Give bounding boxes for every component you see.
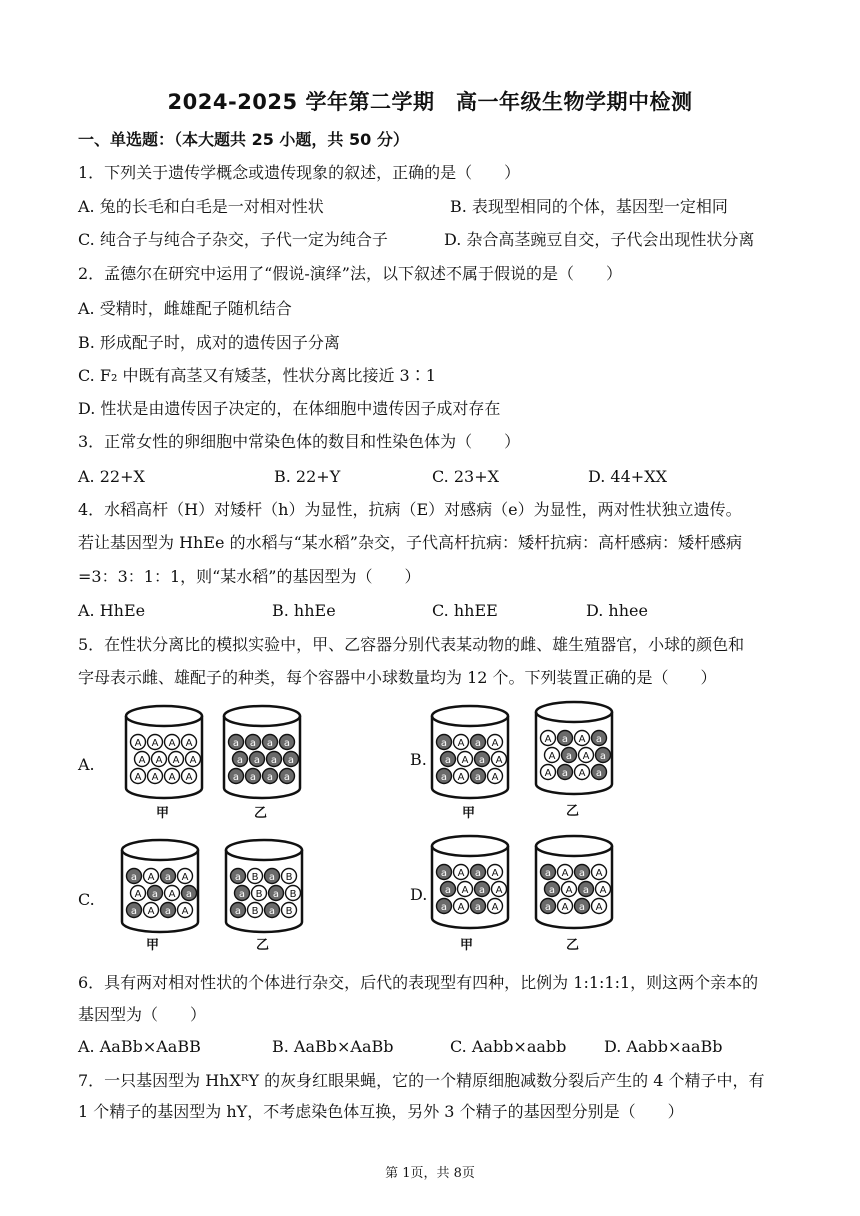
question-3-option-a: A. 22+X bbox=[78, 467, 145, 486]
svg-text:a: a bbox=[234, 872, 242, 883]
gamete-ball bbox=[131, 886, 146, 901]
svg-text:a: a bbox=[444, 885, 452, 896]
gamete-ball bbox=[263, 735, 278, 750]
question-4-option-a: A. HhEe bbox=[78, 601, 146, 620]
svg-text:a: a bbox=[595, 734, 603, 745]
gamete-ball bbox=[135, 752, 150, 767]
gamete-ball bbox=[575, 865, 590, 880]
gamete-ball bbox=[246, 769, 261, 784]
svg-text:a: a bbox=[253, 755, 261, 766]
svg-text:A: A bbox=[155, 755, 163, 766]
gamete-ball bbox=[492, 882, 507, 897]
svg-text:a: a bbox=[234, 906, 242, 917]
svg-text:a: a bbox=[440, 772, 448, 783]
question-3-option-d: D. 44+XX bbox=[588, 467, 667, 486]
gamete-ball bbox=[280, 769, 295, 784]
gamete-ball bbox=[127, 869, 142, 884]
svg-text:a: a bbox=[578, 868, 586, 879]
svg-text:A: A bbox=[491, 738, 499, 749]
gamete-ball bbox=[263, 769, 278, 784]
svg-text:A: A bbox=[595, 868, 603, 879]
gamete-ball bbox=[246, 735, 261, 750]
gamete-ball bbox=[596, 882, 611, 897]
cylinder-rim bbox=[126, 706, 202, 726]
cylinder-rim bbox=[224, 706, 300, 726]
svg-text:B: B bbox=[251, 872, 259, 883]
gamete-ball bbox=[144, 869, 159, 884]
svg-text:A: A bbox=[491, 772, 499, 783]
question-2-option-b: B. 形成配子时，成对的遗传因子分离 bbox=[78, 333, 340, 352]
gamete-ball bbox=[269, 886, 284, 901]
svg-text:a: a bbox=[232, 738, 240, 749]
gamete-ball bbox=[488, 865, 503, 880]
question-2-option-a: A. 受精时，雌雄配子随机结合 bbox=[78, 299, 292, 318]
gamete-ball bbox=[250, 752, 265, 767]
container-a-jia bbox=[122, 702, 206, 802]
gamete-ball bbox=[152, 752, 167, 767]
container-a-yi bbox=[220, 702, 304, 802]
gamete-ball bbox=[545, 748, 560, 763]
svg-text:a: a bbox=[238, 889, 246, 900]
svg-text:A: A bbox=[582, 751, 590, 762]
svg-text:A: A bbox=[578, 734, 586, 745]
gamete-ball bbox=[488, 899, 503, 914]
gamete-ball bbox=[235, 886, 250, 901]
figure-option-b-label: B. bbox=[410, 750, 427, 769]
question-1-option-b: B. 表现型相同的个体，基因型一定相同 bbox=[450, 197, 728, 216]
svg-text:A: A bbox=[151, 772, 159, 783]
question-4-line-3: =3：3：1：1，则“某水稻”的基因型为（ ） bbox=[78, 567, 421, 586]
svg-text:A: A bbox=[147, 872, 155, 883]
gamete-ball bbox=[282, 903, 297, 918]
svg-text:A: A bbox=[461, 755, 469, 766]
page-footer: 第 1页，共 8页 bbox=[385, 1166, 475, 1181]
gamete-ball bbox=[458, 752, 473, 767]
gamete-ball bbox=[592, 865, 607, 880]
gamete-ball bbox=[541, 731, 556, 746]
gamete-ball bbox=[229, 769, 244, 784]
svg-text:a: a bbox=[544, 902, 552, 913]
caption-a-jia: 甲 bbox=[156, 806, 170, 821]
svg-text:A: A bbox=[595, 902, 603, 913]
svg-text:a: a bbox=[151, 889, 159, 900]
gamete-ball bbox=[265, 869, 280, 884]
svg-text:A: A bbox=[134, 772, 142, 783]
gamete-ball bbox=[558, 765, 573, 780]
caption-d-yi: 乙 bbox=[566, 938, 580, 953]
question-6-line-1: 6．具有两对相对性状的个体进行杂交，后代的表现型有四种，比例为 1:1:1:1，则这两个亲本的 bbox=[78, 973, 759, 992]
gamete-ball bbox=[579, 748, 594, 763]
svg-text:a: a bbox=[474, 868, 482, 879]
svg-text:A: A bbox=[461, 885, 469, 896]
container-d-jia-drawing bbox=[428, 832, 512, 932]
gamete-ball bbox=[475, 882, 490, 897]
question-4-option-d: D. hhee bbox=[586, 601, 648, 620]
svg-text:a: a bbox=[474, 738, 482, 749]
gamete-ball bbox=[437, 769, 452, 784]
gamete-ball bbox=[231, 869, 246, 884]
svg-text:A: A bbox=[181, 906, 189, 917]
container-c-jia bbox=[118, 836, 202, 936]
gamete-ball bbox=[231, 903, 246, 918]
figure-option-a-label: A. bbox=[78, 755, 95, 774]
gamete-ball bbox=[562, 882, 577, 897]
question-1-option-c: C. 纯合子与纯合子杂交，子代一定为纯合子 bbox=[78, 230, 388, 249]
svg-text:B: B bbox=[251, 906, 259, 917]
caption-c-yi: 乙 bbox=[256, 938, 270, 953]
svg-text:A: A bbox=[151, 738, 159, 749]
svg-text:a: a bbox=[561, 768, 569, 779]
svg-text:A: A bbox=[561, 868, 569, 879]
svg-text:a: a bbox=[582, 885, 590, 896]
svg-text:B: B bbox=[285, 906, 293, 917]
gamete-ball bbox=[471, 865, 486, 880]
question-4-line-2: 若让基因型为 HhEe 的水稻与“某水稻”杂交，子代高杆抗病：矮杆抗病：高杆感病：矮杆感病 bbox=[78, 533, 742, 552]
gamete-ball bbox=[454, 865, 469, 880]
svg-text:A: A bbox=[599, 885, 607, 896]
svg-text:a: a bbox=[268, 872, 276, 883]
svg-text:a: a bbox=[548, 885, 556, 896]
gamete-ball bbox=[233, 752, 248, 767]
question-1-stem: 1．下列关于遗传学概念或遗传现象的叙述，正确的是（ ） bbox=[78, 163, 521, 182]
gamete-ball bbox=[265, 903, 280, 918]
gamete-ball bbox=[454, 769, 469, 784]
svg-text:a: a bbox=[474, 902, 482, 913]
gamete-ball bbox=[144, 903, 159, 918]
question-2-stem: 2．孟德尔在研究中运用了“假说-演绎”法，以下叙述不属于假说的是（ ） bbox=[78, 264, 622, 283]
svg-text:a: a bbox=[272, 889, 280, 900]
svg-text:a: a bbox=[236, 755, 244, 766]
svg-text:a: a bbox=[544, 868, 552, 879]
gamete-ball bbox=[575, 731, 590, 746]
question-2-option-d: D. 性状是由遗传因子决定的，在体细胞中遗传因子成对存在 bbox=[78, 399, 501, 418]
svg-text:a: a bbox=[287, 755, 295, 766]
gamete-ball bbox=[161, 869, 176, 884]
svg-text:A: A bbox=[544, 768, 552, 779]
gamete-ball bbox=[545, 882, 560, 897]
container-b-jia-drawing bbox=[428, 702, 512, 802]
caption-a-yi: 乙 bbox=[254, 806, 268, 821]
svg-text:a: a bbox=[283, 772, 291, 783]
question-6-line-2: 基因型为（ ） bbox=[78, 1005, 207, 1024]
svg-text:a: a bbox=[164, 872, 172, 883]
container-c-yi-drawing bbox=[222, 836, 306, 936]
container-c-jia-drawing bbox=[118, 836, 202, 936]
question-5-line-1: 5．在性状分离比的模拟实验中，甲、乙容器分别代表某动物的雌、雄生殖器官，小球的颜色和 bbox=[78, 635, 745, 654]
figure-option-d-label: D. bbox=[410, 885, 428, 904]
question-6-option-d: D. Aabb×aaBb bbox=[604, 1037, 723, 1056]
gamete-ball bbox=[592, 765, 607, 780]
gamete-ball bbox=[229, 735, 244, 750]
gamete-ball bbox=[471, 769, 486, 784]
gamete-ball bbox=[437, 865, 452, 880]
svg-text:A: A bbox=[185, 738, 193, 749]
svg-text:A: A bbox=[172, 755, 180, 766]
gamete-ball bbox=[454, 735, 469, 750]
svg-text:A: A bbox=[168, 738, 176, 749]
gamete-ball bbox=[541, 765, 556, 780]
svg-text:A: A bbox=[138, 755, 146, 766]
gamete-ball bbox=[437, 899, 452, 914]
question-1-option-a: A. 兔的长毛和白毛是一对相对性状 bbox=[78, 197, 324, 216]
svg-text:A: A bbox=[134, 889, 142, 900]
container-a-jia-drawing bbox=[122, 702, 206, 802]
gamete-ball bbox=[592, 899, 607, 914]
svg-text:a: a bbox=[444, 755, 452, 766]
gamete-ball bbox=[541, 865, 556, 880]
gamete-ball bbox=[282, 869, 297, 884]
gamete-ball bbox=[148, 769, 163, 784]
gamete-ball bbox=[592, 731, 607, 746]
svg-text:a: a bbox=[232, 772, 240, 783]
svg-text:a: a bbox=[164, 906, 172, 917]
gamete-ball bbox=[562, 748, 577, 763]
gamete-ball bbox=[161, 903, 176, 918]
svg-text:A: A bbox=[491, 902, 499, 913]
gamete-ball bbox=[165, 735, 180, 750]
svg-text:A: A bbox=[565, 885, 573, 896]
gamete-ball bbox=[182, 769, 197, 784]
question-7-line-1: 7．一只基因型为 HhXᴿY 的灰身红眼果蝇，它的一个精原细胞减数分裂后产生的 4 个精子中，有 bbox=[78, 1071, 765, 1090]
svg-text:a: a bbox=[478, 885, 486, 896]
gamete-ball bbox=[488, 735, 503, 750]
figure-option-c-label: C. bbox=[78, 890, 95, 909]
container-d-yi bbox=[532, 832, 616, 932]
gamete-ball bbox=[475, 752, 490, 767]
container-b-yi bbox=[532, 698, 616, 798]
exam-title: 2024-2025 学年第二学期 高一年级生物学期中检测 bbox=[167, 90, 693, 114]
svg-text:A: A bbox=[548, 751, 556, 762]
gamete-ball bbox=[267, 752, 282, 767]
cylinder-rim bbox=[536, 702, 612, 722]
svg-text:a: a bbox=[561, 734, 569, 745]
gamete-ball bbox=[579, 882, 594, 897]
svg-text:A: A bbox=[189, 755, 197, 766]
gamete-ball bbox=[248, 903, 263, 918]
question-3-option-b: B. 22+Y bbox=[274, 467, 341, 486]
gamete-ball bbox=[280, 735, 295, 750]
question-3-stem: 3．正常女性的卵细胞中常染色体的数目和性染色体为（ ） bbox=[78, 432, 521, 451]
gamete-ball bbox=[454, 899, 469, 914]
question-1-option-d: D. 杂合高茎豌豆自交，子代会出现性状分离 bbox=[444, 230, 755, 249]
svg-text:a: a bbox=[478, 755, 486, 766]
gamete-ball bbox=[558, 731, 573, 746]
svg-text:A: A bbox=[578, 768, 586, 779]
gamete-ball bbox=[284, 752, 299, 767]
svg-text:a: a bbox=[130, 872, 138, 883]
cylinder-rim bbox=[536, 836, 612, 856]
question-4-line-1: 4．水稻高杆（H）对矮杆（h）为显性，抗病（E）对感病（e）为显性，两对性状独立遗传。 bbox=[78, 500, 742, 519]
svg-text:A: A bbox=[495, 885, 503, 896]
svg-text:A: A bbox=[561, 902, 569, 913]
question-7-line-2: 1 个精子的基因型为 hY，不考虑染色体互换，另外 3 个精子的基因型分别是（ ） bbox=[78, 1102, 684, 1121]
question-3-option-c: C. 23+X bbox=[432, 467, 499, 486]
gamete-ball bbox=[182, 735, 197, 750]
container-a-yi-drawing bbox=[220, 702, 304, 802]
caption-b-yi: 乙 bbox=[566, 804, 580, 819]
svg-text:A: A bbox=[457, 868, 465, 879]
svg-text:B: B bbox=[285, 872, 293, 883]
gamete-ball bbox=[492, 752, 507, 767]
container-b-jia bbox=[428, 702, 512, 802]
svg-text:A: A bbox=[185, 772, 193, 783]
gamete-ball bbox=[575, 899, 590, 914]
gamete-ball bbox=[182, 886, 197, 901]
svg-text:a: a bbox=[440, 738, 448, 749]
svg-text:a: a bbox=[565, 751, 573, 762]
gamete-ball bbox=[471, 899, 486, 914]
svg-text:A: A bbox=[457, 772, 465, 783]
gamete-ball bbox=[252, 886, 267, 901]
gamete-ball bbox=[186, 752, 201, 767]
question-2-option-c: C. F₂ 中既有高茎又有矮茎，性状分离比接近 3∶1 bbox=[78, 366, 436, 385]
gamete-ball bbox=[169, 752, 184, 767]
svg-text:A: A bbox=[457, 738, 465, 749]
gamete-ball bbox=[558, 865, 573, 880]
svg-text:a: a bbox=[130, 906, 138, 917]
question-6-option-b: B. AaBb×AaBb bbox=[272, 1037, 394, 1056]
svg-text:a: a bbox=[249, 738, 257, 749]
svg-text:A: A bbox=[134, 738, 142, 749]
svg-text:A: A bbox=[181, 872, 189, 883]
question-5-line-2: 字母表示雌、雄配子的种类，每个容器中小球数量均为 12 个。下列装置正确的是（ ） bbox=[78, 668, 717, 687]
gamete-ball bbox=[148, 886, 163, 901]
gamete-ball bbox=[148, 735, 163, 750]
svg-text:A: A bbox=[168, 772, 176, 783]
svg-text:a: a bbox=[268, 906, 276, 917]
svg-text:a: a bbox=[266, 772, 274, 783]
gamete-ball bbox=[127, 903, 142, 918]
question-4-option-b: B. hhEe bbox=[272, 601, 336, 620]
question-6-option-a: A. AaBb×AaBB bbox=[78, 1037, 201, 1056]
svg-text:a: a bbox=[440, 902, 448, 913]
svg-text:A: A bbox=[491, 868, 499, 879]
gamete-ball bbox=[131, 769, 146, 784]
svg-text:a: a bbox=[474, 772, 482, 783]
gamete-ball bbox=[286, 886, 301, 901]
svg-text:A: A bbox=[147, 906, 155, 917]
container-d-yi-drawing bbox=[532, 832, 616, 932]
gamete-ball bbox=[541, 899, 556, 914]
gamete-ball bbox=[178, 869, 193, 884]
gamete-ball bbox=[165, 886, 180, 901]
gamete-ball bbox=[441, 752, 456, 767]
caption-b-jia: 甲 bbox=[462, 806, 476, 821]
container-c-yi bbox=[222, 836, 306, 936]
svg-text:a: a bbox=[249, 772, 257, 783]
gamete-ball bbox=[248, 869, 263, 884]
svg-text:a: a bbox=[440, 868, 448, 879]
gamete-ball bbox=[458, 882, 473, 897]
gamete-ball bbox=[178, 903, 193, 918]
svg-text:a: a bbox=[283, 738, 291, 749]
gamete-ball bbox=[437, 735, 452, 750]
gamete-ball bbox=[131, 735, 146, 750]
gamete-ball bbox=[575, 765, 590, 780]
svg-text:A: A bbox=[457, 902, 465, 913]
question-6-option-c: C. Aabb×aabb bbox=[450, 1037, 567, 1056]
svg-text:a: a bbox=[266, 738, 274, 749]
svg-text:A: A bbox=[495, 755, 503, 766]
gamete-ball bbox=[558, 899, 573, 914]
container-d-jia bbox=[428, 832, 512, 932]
container-b-yi-drawing bbox=[532, 698, 616, 798]
svg-text:A: A bbox=[544, 734, 552, 745]
cylinder-rim bbox=[432, 706, 508, 726]
gamete-ball bbox=[488, 769, 503, 784]
cylinder-rim bbox=[226, 840, 302, 860]
gamete-ball bbox=[596, 748, 611, 763]
gamete-ball bbox=[165, 769, 180, 784]
cylinder-rim bbox=[122, 840, 198, 860]
svg-text:a: a bbox=[270, 755, 278, 766]
caption-d-jia: 甲 bbox=[460, 938, 474, 953]
svg-text:a: a bbox=[599, 751, 607, 762]
svg-text:a: a bbox=[595, 768, 603, 779]
section-heading: 一、单选题：（本大题共 25 小题，共 50 分） bbox=[78, 130, 409, 149]
svg-text:B: B bbox=[255, 889, 263, 900]
question-4-option-c: C. hhEE bbox=[432, 601, 498, 620]
svg-text:a: a bbox=[578, 902, 586, 913]
gamete-ball bbox=[441, 882, 456, 897]
svg-text:a: a bbox=[185, 889, 193, 900]
gamete-ball bbox=[471, 735, 486, 750]
caption-c-jia: 甲 bbox=[146, 938, 160, 953]
svg-text:A: A bbox=[168, 889, 176, 900]
svg-text:B: B bbox=[289, 889, 297, 900]
cylinder-rim bbox=[432, 836, 508, 856]
